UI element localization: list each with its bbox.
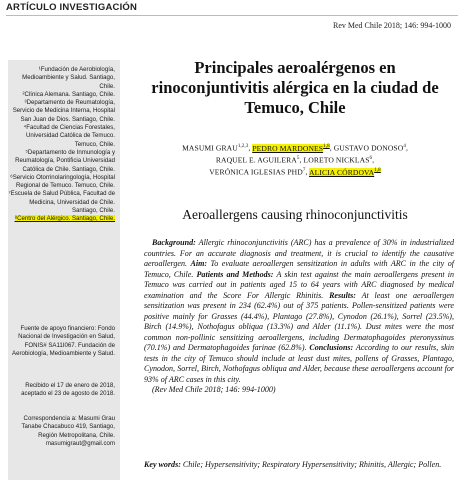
aim-label: Aim: — [190, 259, 208, 268]
affiliation-8 — [8, 215, 119, 223]
affiliation-8-highlight: ⁸Centro del Alérgico. Santiago, Chile. — [14, 215, 115, 223]
author-2: PEDRO MARDONES — [252, 143, 324, 153]
funding-note — [8, 325, 119, 358]
aim-text: To evaluate aeroallergen sensitization in adults with ARC in the city of Temuco, Chile. — [144, 259, 454, 279]
dates-text: Recibido el 17 de enero de 2018, aceptado el 23 de agosto de 2018. — [21, 382, 115, 398]
author-list: MASUMI GRAU$^{1,2,3}$, PEDRO MARDONES$^{1,8}$, GUSTAVO DONOSO$^4$, RAQUEL E. AGUILERA$^5$, LORETO NICKLAS$^6$, VERÓNICA IGLESIAS PHD$^7$, ALICIA CÓRDOVA$^{1,8}$ — [182, 143, 408, 177]
conclusions-label: Conclusions: — [309, 343, 354, 352]
funding-text: Fuente de apoyo financiero: Fondo Nacional de Investigación en Salud, FONIS# SA11I067. Fundación de Aerobiología, Medioambiente y Salud. — [12, 325, 115, 357]
author-1-affil: 1,2,3 — [237, 144, 249, 149]
results-label: Results: — [329, 290, 356, 300]
affiliation-6: ⁶Servicio Otorrinolaringología, Hospital Regional de Temuco. Temuco, Chile. — [10, 173, 115, 190]
article-title: Principales aeroalérgenos en rinoconjuntivitis alérgica en la ciudad de Temuco, Chile — [151, 58, 439, 117]
author-4-affil: 5 — [296, 156, 300, 162]
keywords-label: Key words: — [144, 460, 181, 469]
author-2-affil: 1,8 — [323, 144, 330, 149]
conclusions-text: According to our results, skin tests in the city of Temuco should include at least dust mites, pollens of Grasses, Plantago, Cynodon, Sorrel, Birch, Nothofagus obliqua and Alder, because these aeroallergens account for 93% of ARC cases in this city. — [144, 343, 454, 384]
abstract-body — [144, 238, 454, 385]
header-divider — [6, 15, 458, 16]
author-3-affil: 4 — [403, 144, 406, 149]
author-4: RAQUEL E. AGUILERA — [215, 155, 297, 165]
affiliation-3: ³Departamento de Reumatología, Servicio de Medicina Interna, Hospital San Juan de Dios. Santiago, Chile. — [12, 99, 115, 123]
author-5: LORETO NICKLAS — [303, 155, 370, 165]
correspondence-text: Correspondencia a: Masumi Grau Tanabe Chacabuco 419, Santiago, Región Metropolitana, Chile. masumigraut@gmail.com — [21, 415, 115, 447]
results-text: At least one aeroallergen sensitization was present in 234 (62.4%) out of 375 patients. Pollen-sensitized patients were positive mainly for Grasses (44.4%), Plantago (27.8%), Cynodon (26.1%), Sorrel (23.5%), Birch (14.9%), Nothofagus obliqua (13.3%) and Alder (11.1%). Dust mites were the most common non-pollinic sensitizing aeroallergens, including Dermatophagoides pteronyssinus (70.1%) and Dermatophagoides farinae (62.8%). — [144, 290, 454, 352]
affiliation-5: ⁵Departamento de Inmunología y Reumatología, Pontificia Universidad Católica de Chile. Santiago, Chile. — [15, 148, 115, 173]
section-label: ARTÍCULO INVESTIGACIÓN — [6, 2, 138, 13]
background-label: Background: — [152, 238, 196, 247]
author-1: MASUMI GRAU — [182, 143, 238, 153]
abstract — [144, 238, 454, 396]
patients-methods-label: Patients and Methods: — [196, 269, 274, 279]
background-text: Allergic rhinoconjunctivitis (ARC) has a prevalence of 30% in industrialized countries. For an accurate diagnosis and treatment, it is crucial to identify the causative aeroallergen. — [144, 238, 454, 268]
author-3: GUSTAVO DONOSO — [333, 143, 404, 153]
keywords — [144, 460, 454, 471]
patients-methods-text: A skin test against the main aeroallergens present in Temuco was carried out in patients aged 15 to 64 years with ARC diagnosed by medical examination and the Score For Allergic Rhinitis. — [144, 269, 454, 300]
english-title: Aeroallergens causing rhinoconjunctivitis — [182, 207, 408, 222]
journal-reference: Rev Med Chile 2018; 146: 994-1000 — [333, 21, 451, 30]
affiliation-4: ⁴Facultad de Ciencias Forestales, Universidad Católica de Temuco. Temuco, Chile. — [23, 124, 115, 148]
affiliation-1: ¹Fundación de Aerobiología, Medioambiente y Salud. Santiago, Chile. — [22, 66, 115, 90]
author-7: ALICIA CÓRDOVA — [309, 167, 375, 177]
received-dates — [8, 382, 119, 399]
author-5-affil: 6 — [369, 156, 373, 162]
affiliation-7: ⁷Escuela de Salud Pública, Facultad de Medicina, Universidad de Chile. Santiago, Chile. — [8, 190, 115, 215]
abstract-citation: (Rev Med Chile 2018; 146: 994-1000) — [152, 385, 276, 394]
author-6: VERÓNICA IGLESIAS PHD — [209, 167, 303, 177]
affiliation-2: ²Clínica Alemana. Santiago, Chile. — [22, 90, 115, 98]
correspondence-note — [8, 415, 119, 448]
author-7-affil: 1,8 — [374, 168, 381, 174]
affiliations-list — [8, 66, 119, 224]
author-6-affil: 7 — [302, 168, 306, 174]
keywords-text: Chile; Hypersensitivity; Respiratory Hypersensitivity; Rhinitis, Allergic; Pollen. — [180, 460, 442, 469]
